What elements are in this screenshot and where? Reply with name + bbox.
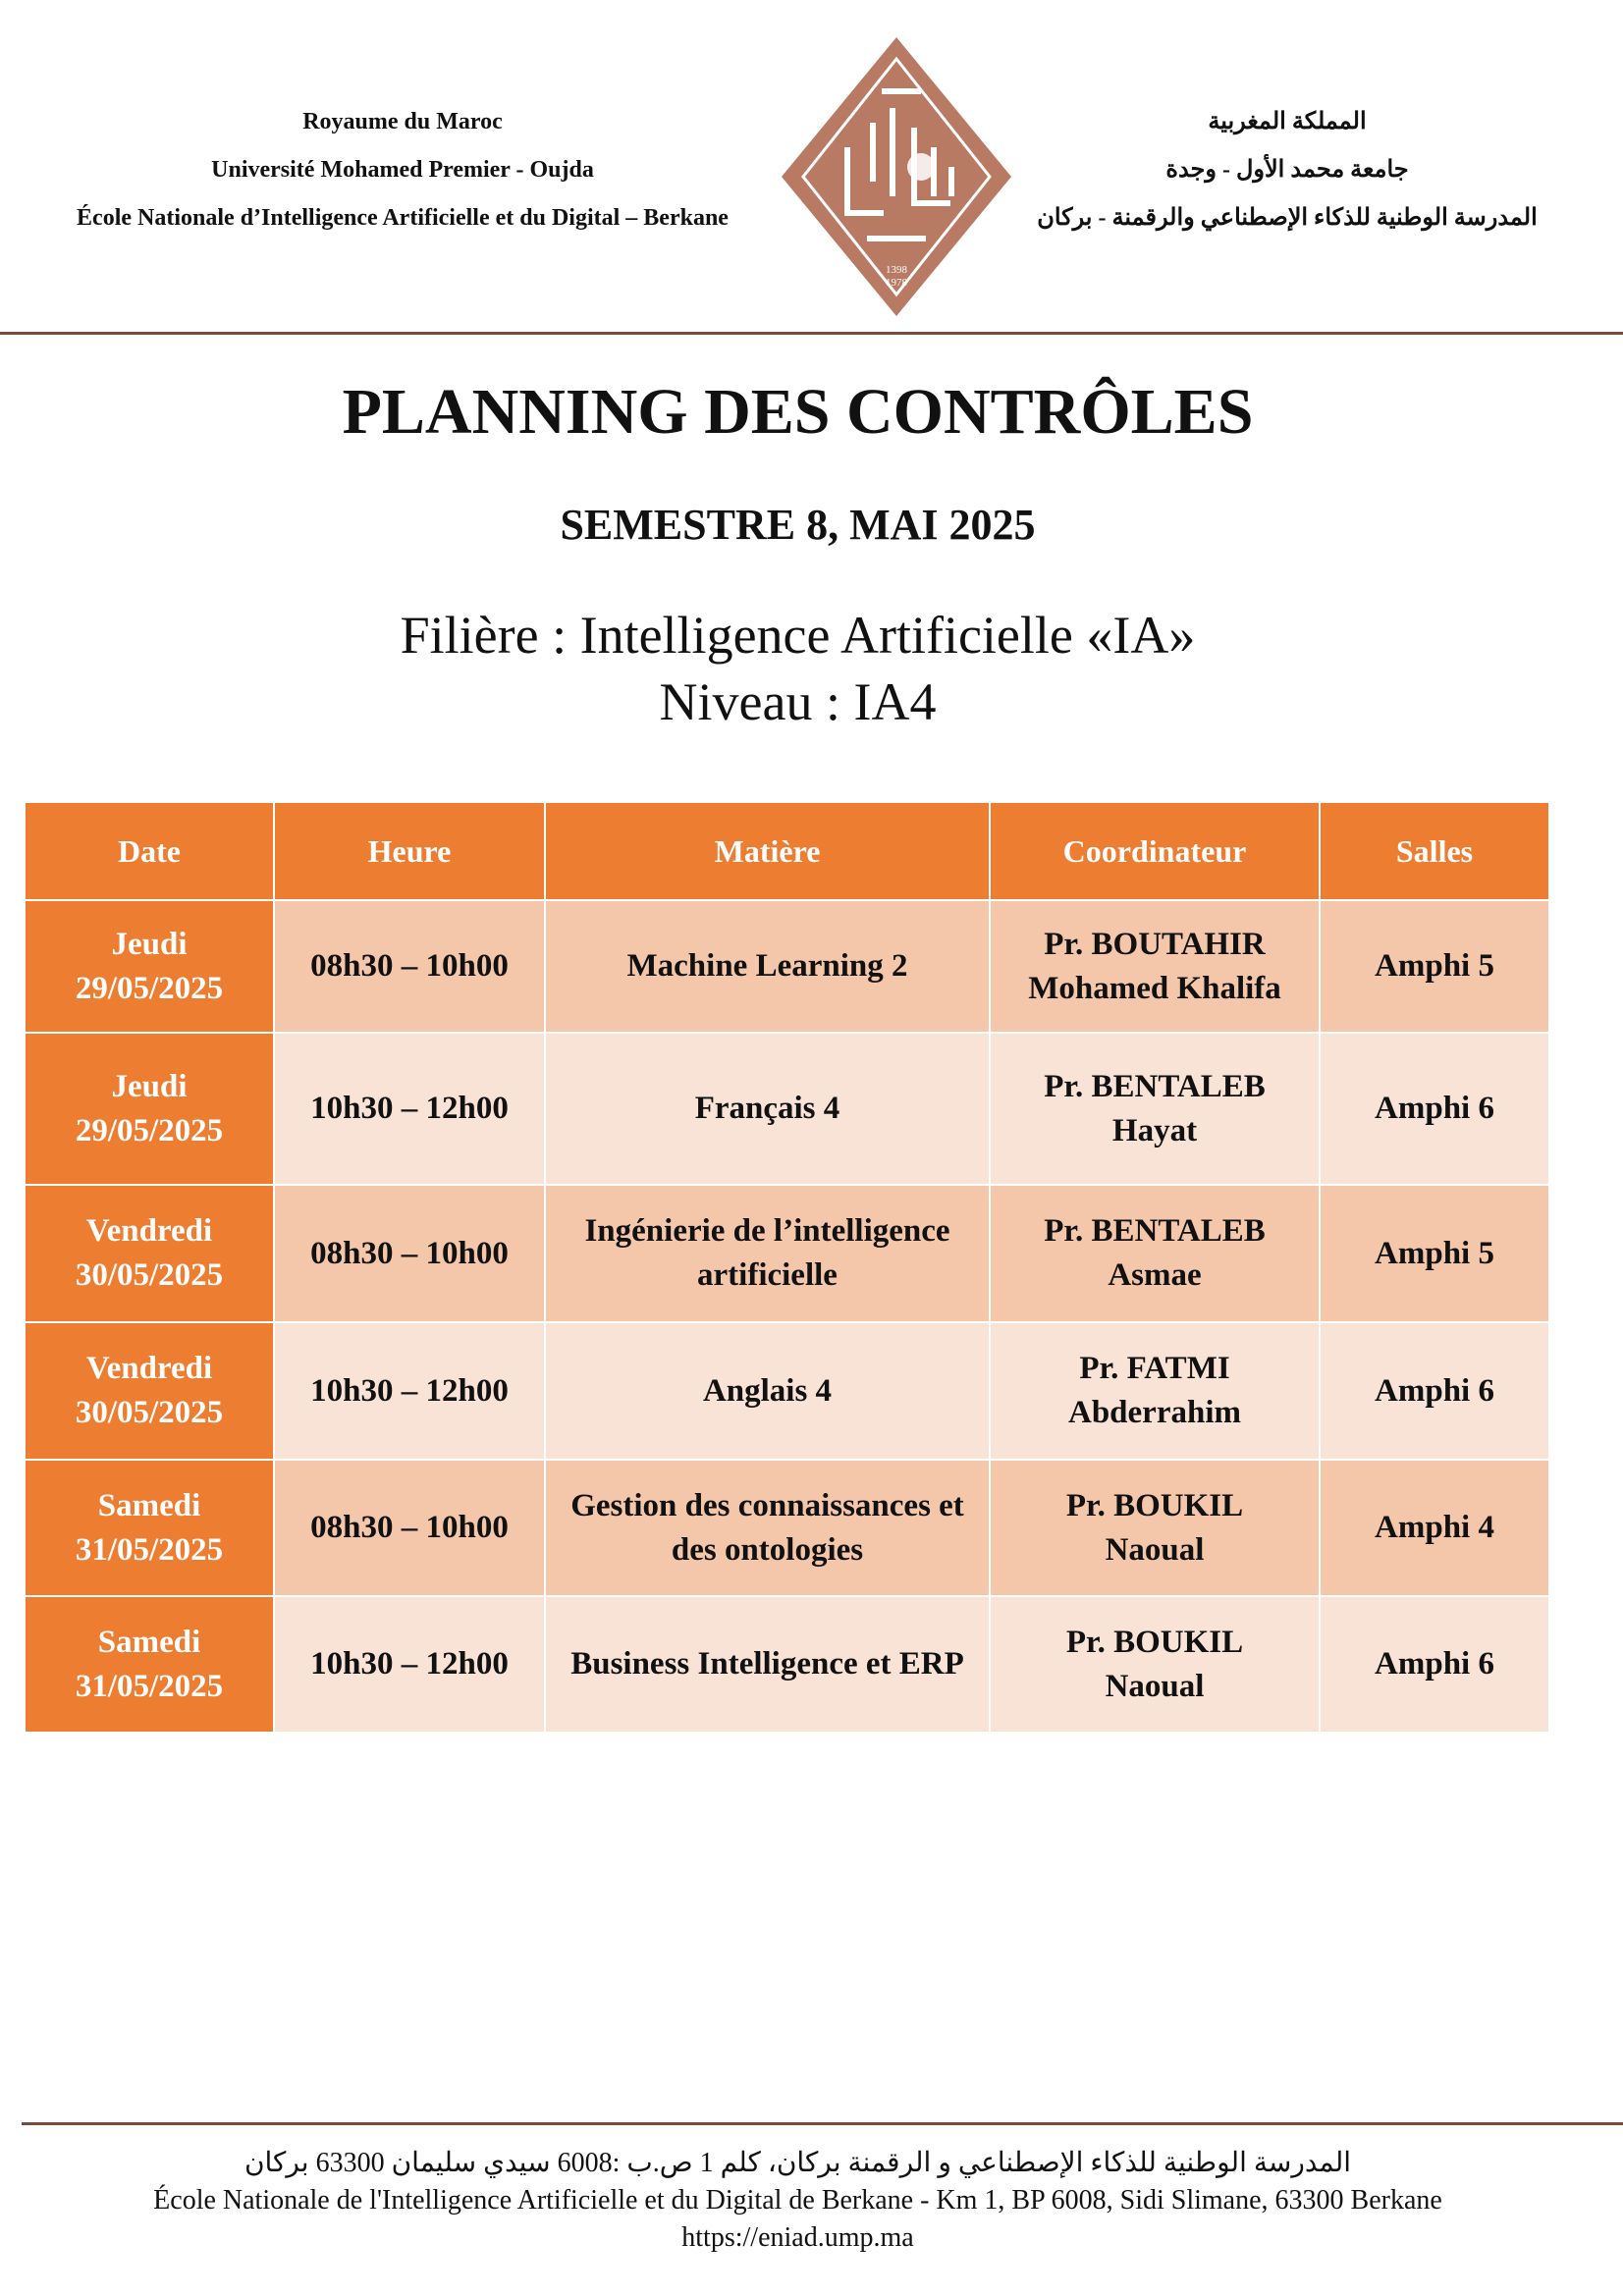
subject-cell: Ingénierie de l’intelligence artificielle bbox=[545, 1185, 990, 1322]
page-title: PLANNING DES CONTRÔLES bbox=[342, 376, 1254, 448]
time-cell: 10h30 – 12h00 bbox=[274, 1596, 545, 1733]
coordinator-cell bbox=[990, 1185, 1320, 1322]
subject-cell: Gestion des connaissances et des ontologies bbox=[545, 1460, 990, 1596]
date-cell bbox=[25, 1185, 274, 1322]
footer bbox=[0, 2145, 1596, 2257]
subject-cell: Anglais 4 bbox=[545, 1322, 990, 1460]
time-cell: 08h30 – 10h00 bbox=[274, 1460, 545, 1596]
coordinator-name: Pr. FATMI bbox=[1079, 1351, 1230, 1386]
date-cell bbox=[25, 1322, 274, 1460]
footer-address-fr: École Nationale de l'Intelligence Artificielle et du Digital de Berkane - Km 1, BP 6008, Sidi Slimane, 63300 Berkane bbox=[153, 2185, 1442, 2216]
date-cell bbox=[25, 1460, 274, 1596]
coordinator-cell bbox=[990, 1322, 1320, 1460]
room-cell: Amphi 4 bbox=[1320, 1460, 1549, 1596]
university-logo bbox=[774, 29, 1019, 324]
date-cell bbox=[25, 1033, 274, 1185]
day: Samedi bbox=[97, 1624, 201, 1660]
time-cell: 10h30 – 12h00 bbox=[274, 1033, 545, 1185]
coordinator-first-name: Hayat bbox=[1111, 1112, 1198, 1148]
day: Jeudi bbox=[111, 1068, 188, 1104]
date: 30/05/2025 bbox=[75, 1257, 224, 1293]
semester-subtitle: SEMESTRE 8, MAI 2025 bbox=[560, 501, 1036, 549]
room-cell: Amphi 6 bbox=[1320, 1033, 1549, 1185]
date-cell bbox=[25, 1596, 274, 1733]
niveau-line: Niveau : IA4 bbox=[659, 672, 937, 731]
kingdom-name-ar: المملكة المغربية bbox=[1208, 109, 1367, 134]
header-subject: Matière bbox=[545, 802, 990, 900]
filiere-line: Filière : Intelligence Artificielle «IA» bbox=[400, 606, 1196, 665]
subject-cell: Business Intelligence et ERP bbox=[545, 1596, 990, 1733]
footer-address-ar: المدرسة الوطنية للذكاء الإصطناعي و الرقمنة بركان، كلم 1 ص.ب :6008 سيدي سليمان 63300 بركان bbox=[243, 2148, 1352, 2178]
date: 29/05/2025 bbox=[75, 970, 224, 1006]
footer-website-link[interactable]: https://eniad.ump.ma bbox=[681, 2222, 914, 2253]
table-row bbox=[25, 1596, 1549, 1733]
date-cell bbox=[25, 900, 274, 1033]
room-cell: Amphi 6 bbox=[1320, 1596, 1549, 1733]
coordinator-cell bbox=[990, 1033, 1320, 1185]
footer-divider bbox=[22, 2122, 1623, 2125]
coordinator-first-name: Naoual bbox=[1105, 1668, 1205, 1704]
kingdom-name-fr: Royaume du Maroc bbox=[302, 109, 503, 134]
program-info bbox=[0, 602, 1596, 735]
logo-year-1: 1398 bbox=[886, 264, 907, 276]
date: 31/05/2025 bbox=[75, 1531, 224, 1568]
school-name-ar: المدرسة الوطنية للذكاء الإصطناعي والرقمنة - بركان bbox=[1037, 205, 1538, 231]
time-cell: 08h30 – 10h00 bbox=[274, 1185, 545, 1322]
date: 29/05/2025 bbox=[75, 1112, 224, 1148]
coordinator-name: Pr. BENTALEB bbox=[1044, 1213, 1266, 1249]
coordinator-name: Pr. BOUTAHIR bbox=[1044, 926, 1266, 962]
university-name-ar: جامعة محمد الأول - وجدة bbox=[1165, 157, 1409, 183]
coordinator-cell bbox=[990, 900, 1320, 1033]
table-row bbox=[25, 900, 1549, 1033]
table-row bbox=[25, 1185, 1549, 1322]
header-right-block bbox=[1032, 98, 1542, 242]
coordinator-first-name: Naoual bbox=[1105, 1531, 1205, 1568]
coordinator-cell bbox=[990, 1460, 1320, 1596]
school-name-fr: École Nationale d’Intelligence Artificielle et du Digital – Berkane bbox=[77, 205, 729, 231]
coordinator-name: Pr. BENTALEB bbox=[1044, 1068, 1266, 1104]
subject-cell: Machine Learning 2 bbox=[545, 900, 990, 1033]
header-room: Salles bbox=[1320, 802, 1549, 900]
coordinator-first-name: Mohamed Khalifa bbox=[1028, 970, 1281, 1006]
coordinator-name: Pr. BOUKIL bbox=[1065, 1624, 1244, 1660]
exam-schedule-table bbox=[24, 801, 1550, 1734]
coordinator-first-name: Asmae bbox=[1108, 1257, 1202, 1293]
university-name-fr: Université Mohamed Premier - Oujda bbox=[211, 157, 594, 183]
subject-cell: Français 4 bbox=[545, 1033, 990, 1185]
coordinator-first-name: Abderrahim bbox=[1068, 1395, 1241, 1430]
table-row bbox=[25, 1460, 1549, 1596]
header-time: Heure bbox=[274, 802, 545, 900]
table-row bbox=[25, 1322, 1549, 1460]
header-divider bbox=[0, 332, 1623, 335]
table-header-row bbox=[25, 802, 1549, 900]
date: 30/05/2025 bbox=[75, 1395, 224, 1430]
room-cell: Amphi 5 bbox=[1320, 1185, 1549, 1322]
day: Vendredi bbox=[85, 1213, 213, 1249]
coordinator-name: Pr. BOUKIL bbox=[1065, 1487, 1244, 1523]
room-cell: Amphi 5 bbox=[1320, 900, 1549, 1033]
coordinator-cell bbox=[990, 1596, 1320, 1733]
room-cell: Amphi 6 bbox=[1320, 1322, 1549, 1460]
day: Jeudi bbox=[111, 926, 188, 962]
date: 31/05/2025 bbox=[75, 1668, 224, 1704]
header-left-block bbox=[20, 98, 785, 242]
day: Vendredi bbox=[85, 1351, 213, 1386]
time-cell: 08h30 – 10h00 bbox=[274, 900, 545, 1033]
time-cell: 10h30 – 12h00 bbox=[274, 1322, 545, 1460]
header-date: Date bbox=[25, 802, 274, 900]
table-row bbox=[25, 1033, 1549, 1185]
day: Samedi bbox=[97, 1487, 201, 1523]
logo-year-2: 1978 bbox=[886, 277, 907, 289]
header-coordinator: Coordinateur bbox=[990, 802, 1320, 900]
